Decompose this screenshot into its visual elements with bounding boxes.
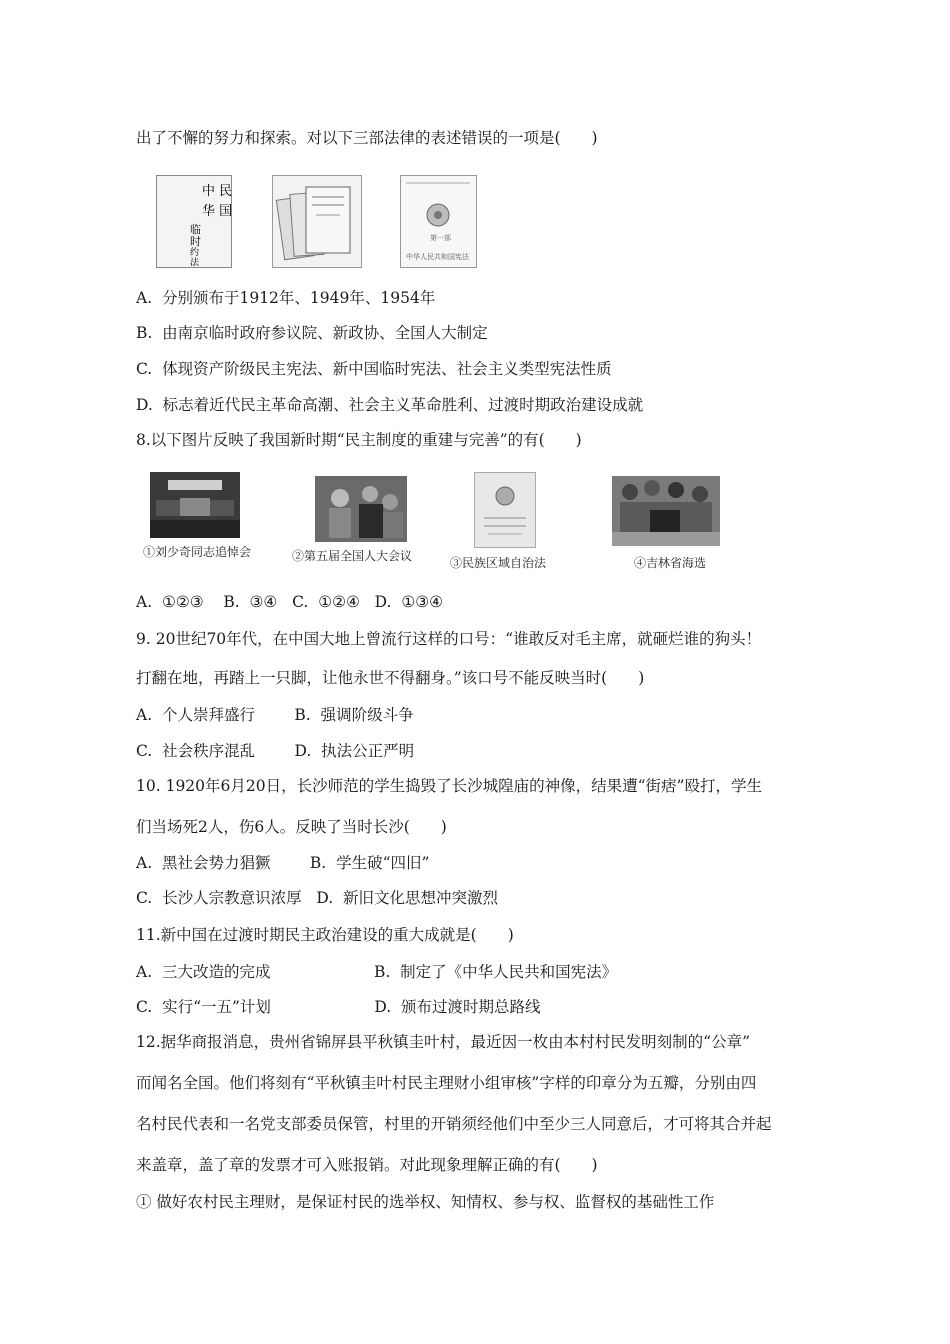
q12-item-1: ① 做好农村民主理财，是保证村民的选举权、知情权、参与权、监督权的基础性工作 xyxy=(136,1193,715,1211)
q12-stem-line-4: 来盖章，盖了章的发票才可入账报销。对此现象理解正确的有( ) xyxy=(136,1156,598,1174)
q7-option-d: D. 标志着近代民主革命高潮、社会主义革命胜利、过渡时期政治建设成就 xyxy=(136,396,644,414)
q8-caption-3: ③民族区域自治法 xyxy=(450,556,547,570)
q8-caption-4: ④吉林省海选 xyxy=(634,556,707,570)
q12-stem-line-1: 12.据华商报消息，贵州省锦屏县平秋镇圭叶村，最近因一枚由本村村民发明刻制的“公章” xyxy=(136,1033,751,1051)
q8-caption-1: ①刘少奇同志追悼会 xyxy=(143,545,252,559)
cover1-char-4: 时 xyxy=(190,235,201,248)
q9-stem-line-2: 打翻在地，再踏上一只脚，让他永世不得翻身。”该口号不能反映当时( ) xyxy=(136,669,645,687)
svg-text:第一部: 第一部 xyxy=(430,234,451,242)
q10-stem-line-2: 们当场死2人，伤6人。反映了当时长沙( ) xyxy=(136,818,447,836)
q10-options-row-2: C. 长沙人宗教意识浓厚 D. 新旧文化思想冲突激烈 xyxy=(136,889,499,907)
q8-options: A. ①②③ B. ③④ C. ①②④ D. ①③④ xyxy=(136,593,444,611)
cover1-char-5: 约 xyxy=(190,248,200,258)
cover3-title: 中华人民共和国宪法 xyxy=(406,253,469,261)
cover1-char-3: 临 xyxy=(190,223,201,236)
q9-stem-line-1: 9. 20世纪70年代，在中国大地上曾流行这样的口号：“谁敢反对毛主席，就砸烂谁的狗头！ xyxy=(136,630,762,648)
q7-image-common-program xyxy=(272,175,362,268)
q8-image-1 xyxy=(150,472,240,538)
cover1-char-2: 华 国 xyxy=(202,204,232,219)
q7-stem-tail: 出了不懈的努力和探索。对以下三部法律的表述错误的一项是( ) xyxy=(136,129,598,147)
q7-image-provisional-constitution xyxy=(156,175,232,268)
q7-option-c: C. 体现资产阶级民主宪法、新中国临时宪法、社会主义类型宪法性质 xyxy=(136,360,612,378)
q8-image-4 xyxy=(612,476,720,546)
q12-stem-line-2: 而闻名全国。他们将刻有“平秋镇圭叶村民主理财小组审核”字样的印章分为五瓣，分别由四 xyxy=(136,1074,757,1092)
q11-options-row-1: A. 三大改造的完成 B. 制定了《中华人民共和国宪法》 xyxy=(136,963,618,981)
q9-options-row-1: A. 个人崇拜盛行 B. 强调阶级斗争 xyxy=(136,706,414,724)
q8-stem: 8.以下图片反映了我国新时期“民主制度的重建与完善”的有( ) xyxy=(136,431,582,449)
q10-options-row-1: A. 黑社会势力猖獗 B. 学生破“四旧” xyxy=(136,854,430,872)
q7-option-a: A. 分别颁布于1912年、1949年、1954年 xyxy=(136,289,436,307)
cover1-char-6: 法 xyxy=(190,258,200,268)
cover1-char-1: 中 民 xyxy=(202,184,232,199)
q9-options-row-2: C. 社会秩序混乱 D. 执法公正严明 xyxy=(136,742,415,760)
q7-image-1954-constitution xyxy=(400,175,477,268)
q7-option-b: B. 由南京临时政府参议院、新政协、全国人大制定 xyxy=(136,324,488,342)
q8-image-2 xyxy=(315,476,407,542)
q12-stem-line-3: 名村民代表和一名党支部委员保管，村里的开销须经他们中至少三人同意后，才可将其合并起 xyxy=(136,1115,772,1133)
q11-options-row-2: C. 实行“一五”计划 D. 颁布过渡时期总路线 xyxy=(136,998,541,1016)
q8-image-3 xyxy=(474,472,536,548)
q8-caption-2: ②第五届全国人大会议 xyxy=(292,549,413,563)
q11-stem: 11.新中国在过渡时期民主政治建设的重大成就是( ) xyxy=(136,926,514,944)
q10-stem-line-1: 10. 1920年6月20日，长沙师范的学生捣毁了长沙城隍庙的神像，结果遭“街痞”殴打，学生 xyxy=(136,777,762,795)
